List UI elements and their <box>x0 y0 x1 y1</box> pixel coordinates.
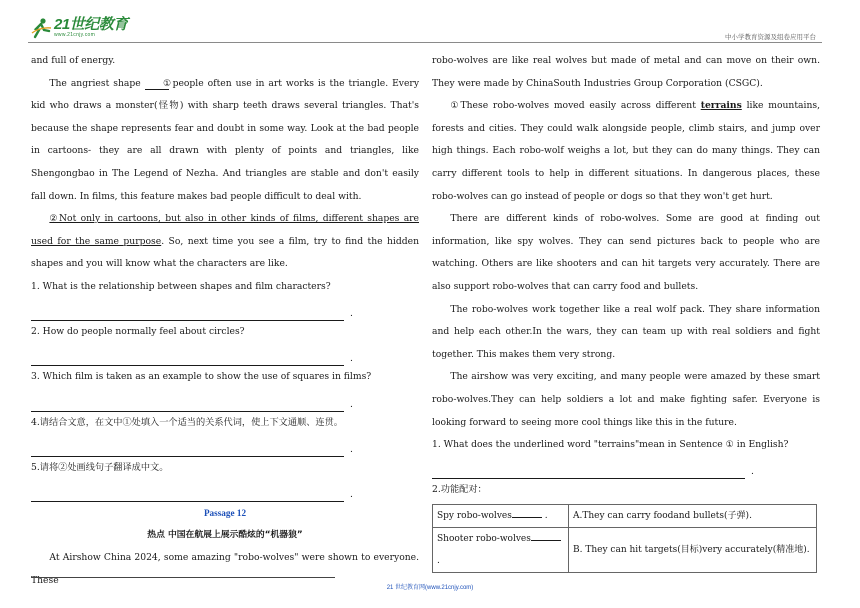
paragraph-text: . So, next time you see a film, try to find the hidden shapes and you will know what the characters are like. <box>31 235 419 270</box>
answer-row <box>31 479 419 502</box>
answer-period: . <box>350 443 353 455</box>
paragraph <box>31 208 419 276</box>
table-cell: A.They can carry foodand bullets(子弹). <box>569 504 817 527</box>
paragraph-text: people often use in art works is the triangle. Every kid who draws a monster(怪物) with sharp teeth draws several triangles. That's because the shape represents fear and doubt in some way. Look at the bad people in cartoons- they are all drawn with plenty of points and triangles, like Shengongbao in The Legend of Nezha. And triangles are stable and don't easily fall down. In films, this feature makes bad people difficult to deal with. <box>31 77 420 202</box>
question: 1. What does the underlined word "terrains"mean in Sentence ① in English? <box>432 439 789 451</box>
answer-line[interactable] <box>31 352 344 366</box>
table-row <box>433 527 817 572</box>
underlined-word-terrains: terrains <box>700 100 742 112</box>
paragraph: The robo-wolves work together like a real wolf pack. They share information and help each other.In the wars, they can team up with real soldiers and fight together. This makes them very strong. <box>432 303 820 360</box>
table-cell <box>433 527 569 572</box>
paragraph: There are different kinds of robo-wolves. Some are good at finding out information, like spy wolves. They can send pictures back to people who are watching. Others are like shooters and can hit targets very accurately. There are also support robo-wolves that can carry food and bullets. <box>432 213 820 292</box>
left-column <box>31 50 419 592</box>
table-cell <box>433 504 569 527</box>
match-blank[interactable] <box>531 530 561 541</box>
footer-divider <box>31 577 335 578</box>
page-header <box>0 0 860 46</box>
paragraph <box>432 95 820 208</box>
question: 3. Which film is taken as an example to show the use of squares in films? <box>31 371 372 383</box>
paragraph-text: ①These robo-wolves moved easily across different <box>450 100 696 112</box>
blank-1[interactable]: ① <box>145 78 169 90</box>
answer-line[interactable] <box>31 443 344 457</box>
platform-label: 中小学教育资源及组卷应用平台 <box>725 34 816 41</box>
answer-row <box>31 434 419 457</box>
underlined-sentence: ②Not only in cartoons, but also in other kinds of films, different shapes are used for the same purpose <box>31 213 419 247</box>
answer-row <box>31 389 419 412</box>
table-row <box>433 504 817 527</box>
paragraph-text: The angriest shape <box>49 77 141 89</box>
question: 2.功能配对： <box>432 484 487 496</box>
answer-row <box>31 344 419 367</box>
right-column <box>432 50 820 573</box>
paragraph <box>31 73 419 209</box>
logo-text: 21世纪教育 <box>54 16 128 33</box>
header-divider <box>28 42 822 43</box>
answer-row <box>31 299 419 322</box>
answer-period: . <box>350 308 353 320</box>
passage-title: Passage 12 <box>203 507 247 518</box>
paragraph: and full of energy. <box>31 55 116 66</box>
paragraph: robo-wolves are like real wolves but made of metal and can move on their own. They were made by ChinaSouth Industries Group Corporation (CSGC). <box>432 55 820 89</box>
answer-line[interactable] <box>31 307 344 321</box>
site-logo <box>30 17 128 39</box>
question: 1. What is the relationship between shapes and film characters? <box>31 280 331 292</box>
cell-text: Spy robo-wolves <box>437 510 512 521</box>
cell-text: . <box>544 510 548 521</box>
match-blank[interactable] <box>512 507 542 518</box>
question: 5.请将②处画线句子翻译成中文。 <box>31 461 169 473</box>
answer-line[interactable] <box>31 488 344 502</box>
answer-line[interactable] <box>31 398 344 412</box>
cell-text: Shooter robo-wolves <box>437 533 531 544</box>
question: 4.请结合文意，在文中①处填入一个适当的关系代词，使上下文通顺、连贯。 <box>31 416 343 428</box>
paragraph: At Airshow China 2024, some amazing "robo-wolves" were shown to everyone. These <box>31 552 419 586</box>
question: 2. How do people normally feel about circles? <box>31 326 245 338</box>
paragraph: The airshow was very exciting, and many people were amazed by these smart robo-wolves.They can help soldiers a lot and make fighting safer. Everyone is looking forward to seeing more cool things like this in the future. <box>432 371 820 428</box>
paragraph-text: like mountains, forests and cities. They could walk alongside people, climb stairs, and jump over high things. Each robo-wolf weighs a lot, but they can do many things. They can carry different tools to help in different situations. In dangerous places, these robo-wolves can go instead of people or dogs so that they won't get hurt. <box>432 100 821 202</box>
hot-topic-title: 热点 中国在航展上展示酷炫的“机器狼” <box>147 530 303 541</box>
answer-period: . <box>751 466 754 478</box>
matching-table <box>432 504 817 573</box>
runner-logo-icon <box>30 17 52 39</box>
answer-period: . <box>350 488 353 500</box>
answer-row <box>432 457 820 480</box>
answer-line[interactable] <box>432 465 745 479</box>
logo-url: www.21cnjy.com <box>54 32 96 38</box>
table-cell: B. They can hit targets(目标)very accurately(精准地). <box>569 527 817 572</box>
footer-text: 21 世纪教育网(www.21cnjy.com) <box>386 585 474 591</box>
answer-period: . <box>350 398 353 410</box>
cell-text: . <box>437 555 440 566</box>
answer-period: . <box>350 353 353 365</box>
